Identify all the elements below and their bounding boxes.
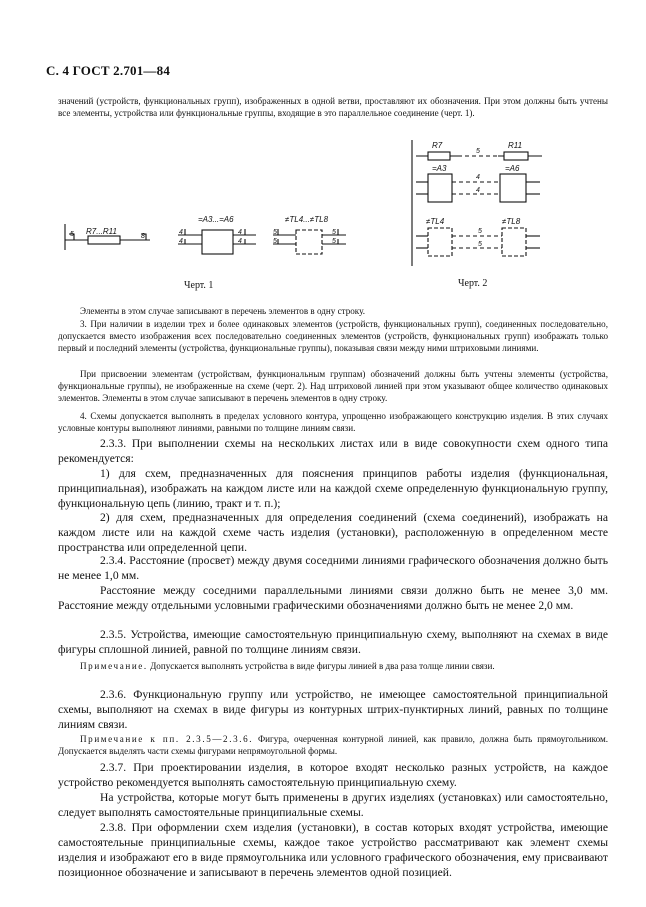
figure-1 <box>60 208 360 268</box>
fig2-label-5b: 5 <box>478 228 482 235</box>
fig1-label-5d: 5 <box>332 238 336 245</box>
note-1-text: Допускается выполнять устройства в виде фигуры линией в два раза толще линии связи. <box>150 661 495 671</box>
section-2-3-8: 2.3.8. При оформлении схем изделия (установки), в состав которых входят устройства, имеющие самостоятельные принципиальные схемы, каждое такое устройство рассматривают как элемент схемы изделия и изображают его в виде прямоугольника или условного графического обозначения, ему присваивают позиционное обозначение и записывают в перечень элементов одной позицией. <box>58 821 608 879</box>
fig1-label-5a: 5 <box>273 229 277 236</box>
fig2-label-a3: =A3 <box>432 164 447 173</box>
fig1-label-a-range: =A3...=A6 <box>198 215 234 224</box>
fig1-label-tl-range: ≠TL4...≠TL8 <box>285 215 329 224</box>
paragraph-item-4: 4. Схемы допускается выполнять в пределах условного контура, упрощенно изображающего конструкцию изделия. В этих случаях условные контуры выполняют линиями, равными по толщине линиям связи. <box>58 411 608 434</box>
note-2-label: Примечание к пп. 2.3.5—2.3.6. <box>80 734 254 744</box>
paragraph-designations: При присвоении элементам (устройствам, функциональным группам) обозначений должны быть учтены элементы (устройства, функциональные группы), не изображенные на схеме (черт. 2). Над штриховой линией при этом указывают общее количество одинаковых элементов. Элементы в этом случае записывают в перечень элементов в одну строку. <box>58 369 608 404</box>
figure-2 <box>402 136 562 271</box>
paragraph-elements-one-line: Элементы в этом случае записывают в перечень элементов в одну строку. <box>80 306 365 316</box>
note-1-label: Примечание. <box>80 661 148 671</box>
section-2-3-3-item-2: 2) для схем, предназначенных для определения соединений (схема соединений), изображать на каждом листе или на каждой схеме часть изделия (установки), расположенную в определенном месте пространства или определенной цепи. <box>58 511 608 554</box>
section-2-3-7-reuse: На устройства, которые могут быть применены в других изделиях (установках) или самостоятельно, следует выполнять самостоятельные принципиальные схемы. <box>58 791 608 819</box>
figure-1-caption: Черт. 1 <box>184 280 214 291</box>
fig2-label-5c: 5 <box>478 241 482 248</box>
fig2-label-tl8: ≠TL8 <box>502 217 521 226</box>
fig2-label-r11: R11 <box>508 141 523 150</box>
fig2-label-r7: R7 <box>432 141 443 150</box>
paragraph-item-3: 3. При наличии в изделии трех и более одинаковых элементов (устройств, функциональных групп), соединенных последовательно, допускается вместо изображения всех последовательно соединенных элементов (устройств, функциональных групп) изображать только первый и последний элементы (устройства, функциональные группы), показывая связи между ними штриховыми линиями. <box>58 319 608 354</box>
fig1-label-5b: 5 <box>273 238 277 245</box>
fig2-label-4b: 4 <box>476 187 480 194</box>
fig1-label-5: 5 <box>70 231 74 238</box>
fig2-label-tl4: ≠TL4 <box>426 217 445 226</box>
fig1-label-4b: 4 <box>179 238 183 245</box>
fig1-label-8: 8 <box>141 233 145 240</box>
fig1-label-4d: 4 <box>238 238 242 245</box>
fig2-label-4a: 4 <box>476 174 480 181</box>
section-2-3-3: 2.3.3. При выполнении схемы на нескольких листах или в виде совокупности схем одного типа рекомендуется: <box>58 437 608 465</box>
fig1-label-5c: 5 <box>332 229 336 236</box>
section-2-3-3-item-1: 1) для схем, предназначенных для пояснения принципов работы изделия (функциональная, принципиальная), изображать на каждом листе или на каждой схеме определенную функциональную группу, функциональную цепь (линию, тракт и т. п.); <box>58 467 608 510</box>
section-2-3-5: 2.3.5. Устройства, имеющие самостоятельную принципиальную схему, выполняют на схемах в виде фигуры сплошной линией, равной по толщине линиям связи. <box>58 628 608 656</box>
note-2-text: Фигура, очерченная контурной линией, как правило, должна быть прямоугольником. Допускается выделять части схемы фигурами непрямоугольной формы. <box>58 734 608 757</box>
figure-2-caption: Черт. 2 <box>458 278 488 289</box>
section-2-3-6: 2.3.6. Функциональную группу или устройство, не имеющее самостоятельной принципиальной схемы, выполняют на схемах в виде фигуры из контурных штрих-пунктирных линий, равных по толщине линиям связи. <box>58 688 608 731</box>
fig2-label-a6: =A6 <box>505 164 520 173</box>
section-2-3-4-spacing: Расстояние между соседними параллельными линиями связи должно быть не менее 3,0 мм. Расстояние между отдельными условными графическими обозначениями должно быть не менее 2,0 мм. <box>58 584 608 612</box>
fig1-label-r-range: R7...R11 <box>86 227 117 236</box>
intro-paragraph: значений (устройств, функциональных групп), изображенных в одной ветви, проставляют их обозначения. При этом должны быть учтены все элементы, устройства или функциональные группы, входящие в это параллельное соединение (черт. 1). <box>58 96 608 119</box>
note-2 <box>58 733 608 757</box>
section-2-3-4: 2.3.4. Расстояние (просвет) между двумя соседними линиями графического обозначения должно быть не менее 1,0 мм. <box>58 554 608 582</box>
fig1-label-4c: 4 <box>238 229 242 236</box>
fig2-label-5a: 5 <box>476 148 480 155</box>
section-2-3-7: 2.3.7. При проектировании изделия, в которое входят несколько разных устройств, на каждое устройство рекомендуется выполнять самостоятельную принципиальную схему. <box>58 761 608 789</box>
page-header: С. 4 ГОСТ 2.701—84 <box>46 63 171 78</box>
fig1-label-4a: 4 <box>179 229 183 236</box>
note-1 <box>58 660 608 672</box>
